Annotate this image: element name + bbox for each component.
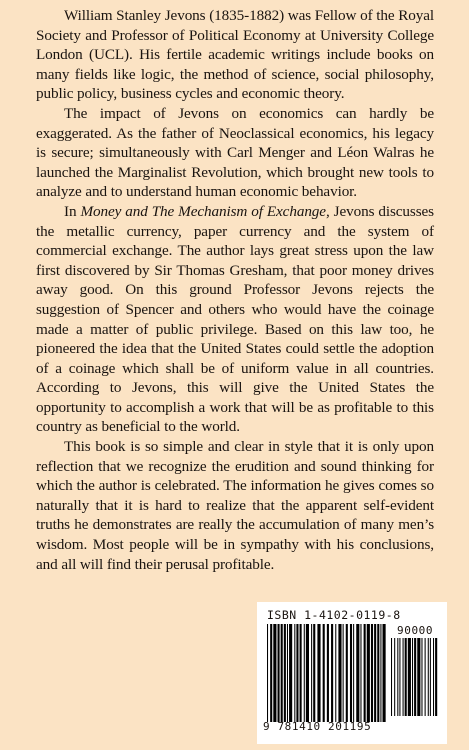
barcode-bar [380,624,381,722]
barcode-panel [257,602,447,744]
barcode-bar [350,624,352,722]
barcode-bar [323,624,325,722]
barcode-bar [391,638,392,716]
paragraph-book-summary [36,202,434,437]
barcode-bar [360,624,361,722]
barcode-bar [335,624,336,722]
barcode-bar [278,624,280,722]
barcode-bar [417,638,420,716]
barcode-bar [267,624,268,722]
barcode-bar [367,624,370,722]
barcode-bar [296,624,298,722]
barcode-bar [284,624,286,722]
barcode-bar [300,624,302,722]
price-code: 90000 [397,624,434,637]
blurb [36,6,434,574]
barcode-bar [408,638,411,716]
paragraph-style: This book is so simple and clear in style that it is only upon reflection that we recognize the erudition and sound thinking for which the author is celebrated. The information he gives comes so naturally that it is hard to realize that the apparent self-evident truths he demonstrates are really the accumulation of many men’s wisdom. Most people will be in sympathy with his conclusions, and all will find their perusal profitable. [36,438,434,573]
barcode-bar [317,624,320,722]
barcode-bar [371,624,373,722]
barcode-bar [430,638,431,716]
paragraph-bio: William Stanley Jevons (1835-1882) was Fellow of the Royal Society and Professor of Political Economy at University College London (UCL). His fertile academic writings include books on many fields like logic, the method of science, social philosophy, public policy, business cycles and economic theory. [36,7,434,103]
barcode-bar [287,624,288,722]
barcode-bar [331,624,333,722]
ean-digits: 9 781410 201195 [263,720,372,733]
barcode-bar [421,638,422,716]
barcode-bar [273,624,276,722]
barcode-bar [289,624,292,722]
isbn-label: ISBN 1-4102-0119-8 [267,608,401,622]
barcode-bar [313,624,315,722]
barcode-bar [433,638,434,716]
barcode-bar [425,638,426,716]
barcode-bar [412,638,413,716]
paragraph-impact: The impact of Jevons on economics can hardly be exaggerated. As the father of Neoclassical economics, his legacy is secure; simultaneously with Carl Menger and Léon Walras he launched the Marginalist Revolution, which brought new tools to analyze and to understand human economic behavior. [36,104,434,201]
barcode-bar [383,624,386,722]
price-barcode [391,638,439,716]
barcode-bar [374,624,376,722]
paragraph-continuation: , Jevons discusses the metallic currency, paper currency and the system of commercial exchange. The author lays great stress upon the law first discovered by Sir Thomas Gresham, that poor money drives away good. On this ground Professor Jevons rejects the suggestion of Spencer and others who would have the coinage made a matter of public privilege. Based on this law too, he pioneered the idea that the United States could settle the adoption of a coinage which shall be of uniform value in all countries. According to Jevons, this will give the United States the opportunity to accomplish a work that will be as profitable to this country as beneficial to the world. [36,202,434,436]
barcode-bar [327,624,329,722]
barcode-bar [356,624,359,722]
barcode-bar [338,624,341,722]
barcode-bar [399,638,400,716]
book-title: Money and The Mechanism of Exchange [80,202,326,220]
barcode-bar [403,638,404,716]
barcode-bar [304,624,305,722]
barcode-bar [394,638,395,716]
barcode-bar [414,638,416,716]
paragraph-lead-in: In [64,202,81,220]
barcode-bar [281,624,283,722]
barcode-bar [397,638,398,716]
barcode-bar [270,624,272,722]
barcode-bar [435,638,437,716]
barcode-bar [428,638,429,716]
barcode-bar [353,624,354,722]
barcode-bar [311,624,312,722]
barcode-bar [343,624,344,722]
barcode-bar [294,624,295,722]
barcode-bar [377,624,379,722]
barcode-bar [306,624,309,722]
barcode-bar [405,638,407,716]
barcode-bar [346,624,348,722]
barcode-bar [364,624,366,722]
ean-barcode [267,624,387,722]
